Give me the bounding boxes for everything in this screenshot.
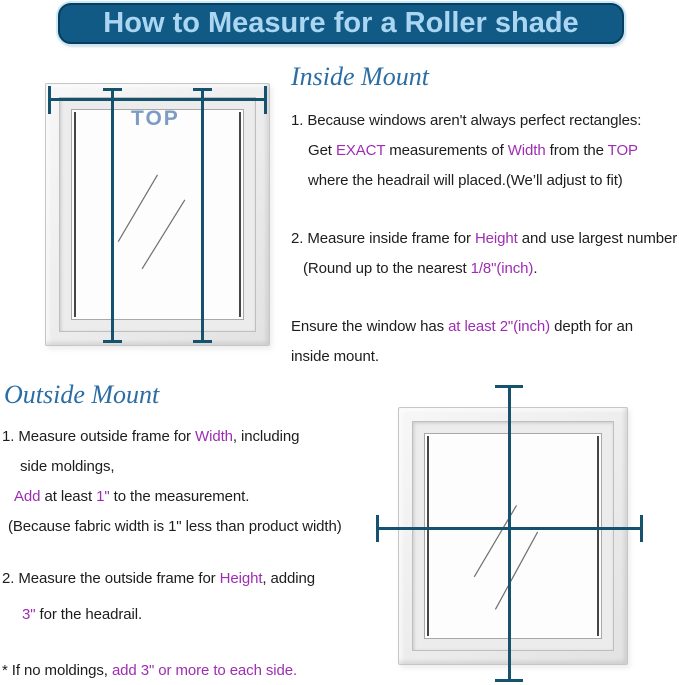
outside-height-cap-bottom bbox=[495, 679, 523, 682]
text-segment: 1. Measure outside frame for bbox=[2, 428, 196, 445]
inside-item1-line1 bbox=[291, 112, 641, 129]
top-label: TOP bbox=[131, 107, 180, 130]
glass-reflection-lines bbox=[72, 110, 243, 319]
height-measure-1-cap-bottom bbox=[103, 340, 122, 343]
inside-item2-line2 bbox=[303, 260, 537, 277]
text-segment: Height bbox=[219, 570, 263, 587]
width-measure-cap-right bbox=[264, 86, 267, 114]
inside-mount-heading: Inside Mount bbox=[291, 62, 429, 91]
text-segment: depth for an bbox=[550, 318, 634, 335]
text-segment: * If no moldings, bbox=[2, 662, 112, 679]
inside-item1-line2 bbox=[308, 142, 638, 159]
text-segment: Width bbox=[195, 428, 233, 445]
text-segment: to the measurement. bbox=[109, 488, 250, 505]
text-segment: inside mount. bbox=[291, 348, 379, 365]
inside-item1-line3 bbox=[308, 172, 623, 189]
text-segment: EXACT bbox=[335, 142, 386, 159]
text-segment: (Round up to the nearest bbox=[303, 260, 471, 277]
width-measure-cap-left bbox=[48, 86, 51, 114]
inside-note-line1 bbox=[291, 318, 633, 335]
height-measure-2-cap-bottom bbox=[193, 340, 212, 343]
text-segment: from the bbox=[545, 142, 608, 159]
page-title: How to Measure for a Roller shade bbox=[103, 7, 579, 39]
height-measure-1-cap-top bbox=[103, 88, 122, 91]
height-measure-2-cap-top bbox=[193, 88, 212, 91]
text-segment: where the headrail will placed.(We’ll adjust to fit) bbox=[308, 172, 623, 189]
window-glass bbox=[71, 109, 244, 320]
outside-mount-heading: Outside Mount bbox=[4, 380, 160, 409]
height-measure-line-1 bbox=[111, 89, 114, 342]
text-segment: (Because fabric width is 1" less than product width) bbox=[8, 518, 342, 535]
window-outer-frame bbox=[398, 407, 628, 665]
text-segment: measurements of bbox=[385, 142, 508, 159]
text-segment: Get bbox=[308, 142, 336, 159]
text-segment: , adding bbox=[262, 570, 316, 587]
outside-item1-line4 bbox=[8, 518, 342, 535]
text-segment: 1/8"(inch) bbox=[470, 260, 534, 277]
outside-footnote bbox=[2, 662, 297, 679]
window-inner-frame bbox=[59, 97, 256, 332]
outside-item2-line1 bbox=[2, 570, 315, 587]
glass-reflection-lines bbox=[425, 434, 601, 638]
outside-height-measure-line bbox=[508, 386, 511, 681]
text-segment: and use largest number bbox=[517, 230, 678, 247]
outside-width-cap-left bbox=[376, 515, 379, 542]
outside-width-measure-line bbox=[377, 527, 642, 530]
text-segment: for the headrail. bbox=[35, 606, 143, 623]
text-segment: 1" bbox=[96, 488, 110, 505]
outside-item2-line2 bbox=[22, 606, 142, 623]
outside-item1-line3 bbox=[14, 488, 249, 505]
inside-item2-line1 bbox=[291, 230, 677, 247]
text-segment: side moldings, bbox=[20, 458, 115, 475]
text-segment: TOP bbox=[607, 142, 638, 159]
text-segment: add 3" or more to each side. bbox=[111, 662, 298, 679]
window-glass bbox=[424, 433, 602, 639]
text-segment: at least bbox=[40, 488, 97, 505]
text-segment: 1. Because windows aren't always perfect rectangles: bbox=[291, 112, 642, 129]
text-segment: . bbox=[533, 260, 538, 277]
text-segment: Height bbox=[474, 230, 518, 247]
outside-item1-line2 bbox=[20, 458, 114, 475]
text-segment: 2. Measure inside frame for bbox=[291, 230, 475, 247]
inside-note-line2 bbox=[291, 348, 379, 365]
text-segment: Add bbox=[14, 488, 41, 505]
title-banner bbox=[58, 3, 624, 44]
outside-height-cap-top bbox=[495, 385, 523, 388]
width-measure-line bbox=[49, 98, 267, 101]
text-segment: 2. Measure the outside frame for bbox=[2, 570, 220, 587]
window-inner-frame bbox=[412, 421, 614, 651]
outside-mount-window-illustration bbox=[398, 407, 628, 665]
text-segment: Width bbox=[507, 142, 546, 159]
outside-width-cap-right bbox=[640, 515, 643, 542]
height-measure-line-2 bbox=[201, 89, 204, 342]
inside-mount-section bbox=[291, 62, 679, 365]
text-segment: 3" bbox=[22, 606, 36, 623]
text-segment: , including bbox=[232, 428, 300, 445]
outside-mount-section bbox=[2, 380, 372, 680]
text-segment: Ensure the window has bbox=[291, 318, 449, 335]
outside-item1-line1 bbox=[2, 428, 299, 445]
text-segment: at least 2"(inch) bbox=[448, 318, 551, 335]
